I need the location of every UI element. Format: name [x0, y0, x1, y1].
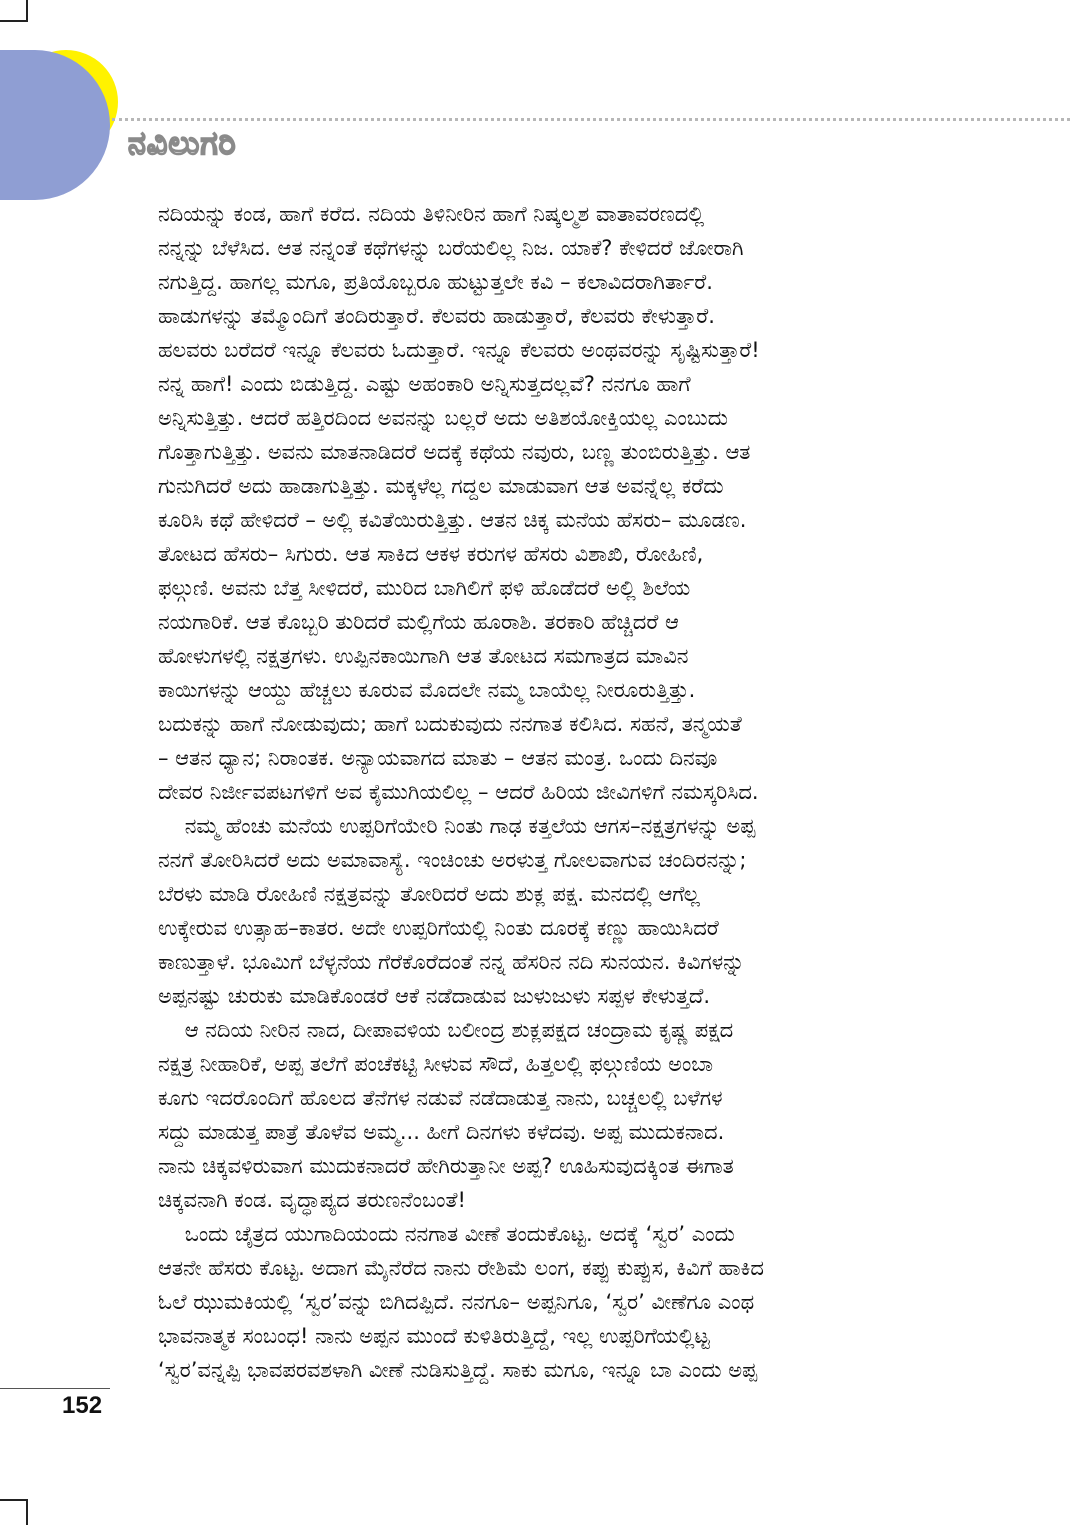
body-line: ನನ್ನನ್ನು ಬೆಳೆಸಿದ. ಆತ ನನ್ನಂತೆ ಕಥೆಗಳನ್ನು ಬರೆಯಲಿಲ್ಲ ನಿಜ. ಯಾಕೆ? ಕೇಳಿದರೆ ಜೋರಾಗಿ: [158, 236, 744, 260]
body-line: ಬೆರಳು ಮಾಡಿ ರೋಹಿಣಿ ನಕ್ಷತ್ರವನ್ನು ತೋರಿದರೆ ಅದು ಶುಕ್ಲ ಪಕ್ಷ. ಮನದಲ್ಲಿ ಆಗೆಲ್ಲ: [158, 882, 700, 906]
body-line: ಕಾಯಿಗಳನ್ನು ಆಯ್ದು ಹೆಚ್ಚಲು ಕೂರುವ ಮೊದಲೇ ನಮ್ಮ ಬಾಯೆಲ್ಲ ನೀರೂರುತ್ತಿತ್ತು.: [158, 678, 696, 702]
body-line: ತೋಟದ ಹೆಸರು– ಸಿಗುರು. ಆತ ಸಾಕಿದ ಆಕಳ ಕರುಗಳ ಹೆಸರು ವಿಶಾಖಿ, ರೋಹಿಣಿ,: [158, 542, 704, 566]
body-line: ಓಲೆ ಝುಮಕಿಯಲ್ಲಿ ‘ಸ್ವರ’ವನ್ನು ಬಿಗಿದಪ್ಪಿದೆ. ನನಗೂ– ಅಪ್ಪನಿಗೂ, ‘ಸ್ವರ’ ವೀಣೆಗೂ ಎಂಥ: [158, 1290, 755, 1314]
body-line: ನದಿಯನ್ನು ಕಂಡ, ಹಾಗೆ ಕರೆದ. ನದಿಯ ತಿಳಿನೀರಿನ ಹಾಗೆ ನಿಷ್ಕಲ್ಮಶ ವಾತಾವರಣದಲ್ಲಿ: [158, 202, 705, 226]
body-line: ಬದುಕನ್ನು ಹಾಗೆ ನೋಡುವುದು; ಹಾಗೆ ಬದುಕುವುದು ನನಗಾತ ಕಲಿಸಿದ. ಸಹನೆ, ತನ್ಮಯತೆ: [158, 712, 742, 736]
footer-rule: [0, 1388, 110, 1389]
body-line: ಭಾವನಾತ್ಮಕ ಸಂಬಂಧ! ನಾನು ಅಪ್ಪನ ಮುಂದೆ ಕುಳಿತಿರುತ್ತಿದ್ದೆ, ಇಲ್ಲ ಉಪ್ಪರಿಗೆಯಲ್ಲಿಟ್ಟ: [158, 1324, 710, 1348]
body-line: ಒಂದು ಚೈತ್ರದ ಯುಗಾದಿಯಂದು ನನಗಾತ ವೀಣೆ ತಂದುಕೊಟ್ಟ. ಅದಕ್ಕೆ ‘ಸ್ವರ’ ಎಂದು: [158, 1222, 735, 1246]
body-line: ಹಲವರು ಬರೆದರೆ ಇನ್ನೂ ಕೆಲವರು ಓದುತ್ತಾರೆ. ಇನ್ನೂ ಕೆಲವರು ಅಂಥವರನ್ನು ಸೃಷ್ಟಿಸುತ್ತಾರೆ!: [158, 338, 760, 362]
body-line: ನಯಗಾರಿಕೆ. ಆತ ಕೊಬ್ಬರಿ ತುರಿದರೆ ಮಲ್ಲಿಗೆಯ ಹೂರಾಶಿ. ತರಕಾರಿ ಹೆಚ್ಚಿದರೆ ಆ: [158, 610, 679, 634]
body-line: ನಕ್ಷತ್ರ ನೀಹಾರಿಕೆ, ಅಪ್ಪ ತಲೆಗೆ ಪಂಚೆಕಟ್ಟಿ ಸೀಳುವ ಸೌದೆ, ಹಿತ್ತಲಲ್ಲಿ ಫಲ್ಗುಣಿಯ ಅಂಬಾ: [158, 1052, 714, 1076]
body-line: ನನಗೆ ತೋರಿಸಿದರೆ ಅದು ಅಮಾವಾಸ್ಯೆ. ಇಂಚಿಂಚು ಅರಳುತ್ತ ಗೋಲವಾಗುವ ಚಂದಿರನನ್ನು;: [158, 848, 747, 872]
body-line: ಕೂರಿಸಿ ಕಥೆ ಹೇಳಿದರೆ – ಅಲ್ಲಿ ಕವಿತೆಯಿರುತ್ತಿತ್ತು. ಆತನ ಚಿಕ್ಕ ಮನೆಯ ಹೆಸರು– ಮೂಡಣ.: [158, 508, 747, 532]
crop-mark-top-left: [26, 0, 28, 20]
body-line: ಆತನೇ ಹೆಸರು ಕೊಟ್ಟ. ಅದಾಗ ಮೈನೆರೆದ ನಾನು ರೇಶಿಮೆ ಲಂಗ, ಕಪ್ಪು ಕುಪ್ಪುಸ, ಕಿವಿಗೆ ಹಾಕಿದ: [158, 1256, 764, 1280]
body-line: – ಆತನ ಧ್ಯಾನ; ನಿರಾಂತಕ. ಅನ್ಯಾಯವಾಗದ ಮಾತು – ಆತನ ಮಂತ್ರ. ಒಂದು ದಿನವೂ: [158, 746, 718, 770]
body-line: ಹೋಳುಗಳಲ್ಲಿ ನಕ್ಷತ್ರಗಳು. ಉಪ್ಪಿನಕಾಯಿಗಾಗಿ ಆತ ತೋಟದ ಸಮಗಾತ್ರದ ಮಾವಿನ: [158, 644, 689, 668]
body-line: ಸದ್ದು ಮಾಡುತ್ತ ಪಾತ್ರೆ ತೊಳೆವ ಅಮ್ಮ... ಹೀಗೆ ದಿನಗಳು ಕಳೆದವು. ಅಪ್ಪ ಮುದುಕನಾದ.: [158, 1120, 725, 1144]
body-line: ನನ್ನ ಹಾಗೆ! ಎಂದು ಬಿಡುತ್ತಿದ್ದ. ಎಷ್ಟು ಅಹಂಕಾರಿ ಅನ್ನಿಸುತ್ತದಲ್ಲವೆ? ನನಗೂ ಹಾಗೆ: [158, 372, 691, 396]
crop-mark-bottom-left: [26, 1500, 28, 1525]
crop-mark-top-left-h: [0, 20, 28, 22]
crop-mark-bottom-left-h: [0, 1499, 28, 1501]
body-line: ದೇವರ ನಿರ್ಜೀವಪಟಗಳಿಗೆ ಅವ ಕೈಮುಗಿಯಲಿಲ್ಲ – ಆದರೆ ಹಿರಿಯ ಜೀವಿಗಳಿಗೆ ನಮಸ್ಕರಿಸಿದ.: [158, 780, 759, 804]
body-line: ಫಲ್ಗುಣಿ. ಅವನು ಬೆತ್ತ ಸೀಳಿದರೆ, ಮುರಿದ ಬಾಗಿಲಿಗೆ ಫಳಿ ಹೊಡೆದರೆ ಅಲ್ಲಿ ಶಿಲೆಯ: [158, 576, 691, 600]
header-dotted-rule: [112, 118, 1070, 121]
body-line: ಚಿಕ್ಕವನಾಗಿ ಕಂಡ. ವೃದ್ಧಾಪ್ಯದ ತರುಣನೆಂಬಂತೆ!: [158, 1188, 466, 1212]
body-line: ಆ ನದಿಯ ನೀರಿನ ನಾದ, ದೀಪಾವಳಿಯ ಬಲೀಂದ್ರ ಶುಕ್ಲಪಕ್ಷದ ಚಂದ್ರಾಮ ಕೃಷ್ಣ ಪಕ್ಷದ: [158, 1018, 734, 1042]
body-line: ಕಾಣುತ್ತಾಳೆ. ಭೂಮಿಗೆ ಬೆಳ್ಳನೆಯ ಗೆರೆಕೊರೆದಂತೆ ನನ್ನ ಹೆಸರಿನ ನದಿ ಸುನಯನ. ಕಿವಿಗಳನ್ನು: [158, 950, 745, 974]
body-line: ‘ಸ್ವರ’ವನ್ನಪ್ಪಿ ಭಾವಪರವಶಳಾಗಿ ವೀಣೆ ನುಡಿಸುತ್ತಿದ್ದೆ. ಸಾಕು ಮಗೂ, ಇನ್ನೂ ಬಾ ಎಂದು ಅಪ್ಪ: [158, 1358, 758, 1382]
body-line: ನಾನು ಚಿಕ್ಕವಳಿರುವಾಗ ಮುದುಕನಾದರೆ ಹೇಗಿರುತ್ತಾನೀ ಅಪ್ಪ? ಊಹಿಸುವುದಕ್ಕಿಂತ ಈಗಾತ: [158, 1154, 734, 1178]
body-line: ಉಕ್ಕೇರುವ ಉತ್ಸಾಹ–ಕಾತರ. ಅದೇ ಉಪ್ಪರಿಗೆಯಲ್ಲಿ ನಿಂತು ದೂರಕ್ಕೆ ಕಣ್ಣು ಹಾಯಿಸಿದರೆ: [158, 916, 719, 940]
body-line: ಅಪ್ಪನಷ್ಟು ಚುರುಕು ಮಾಡಿಕೊಂಡರೆ ಆಕೆ ನಡೆದಾಡುವ ಜುಳುಜುಳು ಸಪ್ಪಳ ಕೇಳುತ್ತದೆ.: [158, 984, 711, 1008]
body-line: ನಗುತ್ತಿದ್ದ. ಹಾಗಲ್ಲ ಮಗೂ, ಪ್ರತಿಯೊಬ್ಬರೂ ಹುಟ್ಟುತ್ತಲೇ ಕವಿ – ಕಲಾವಿದರಾಗಿರ್ತಾರೆ.: [158, 270, 713, 294]
body-line: ಕೂಗು ಇದರೊಂದಿಗೆ ಹೊಲದ ತೆನೆಗಳ ನಡುವೆ ನಡೆದಾಡುತ್ತ ನಾನು, ಬಚ್ಚಲಲ್ಲಿ ಬಳೆಗಳ: [158, 1086, 723, 1110]
body-text: [158, 197, 918, 1387]
body-line: ಗುನುಗಿದರೆ ಅದು ಹಾಡಾಗುತ್ತಿತ್ತು. ಮಕ್ಕಳೆಲ್ಲ ಗದ್ದಲ ಮಾಡುವಾಗ ಆತ ಅವನ್ನೆಲ್ಲ ಕರೆದು: [158, 474, 724, 498]
body-line: ಹಾಡುಗಳನ್ನು ತಮ್ಮೊಂದಿಗೆ ತಂದಿರುತ್ತಾರೆ. ಕೆಲವರು ಹಾಡುತ್ತಾರೆ, ಕೆಲವರು ಕೇಳುತ್ತಾರೆ.: [158, 304, 715, 328]
body-line: ನಮ್ಮ ಹೆಂಚು ಮನೆಯ ಉಪ್ಪರಿಗೆಯೇರಿ ನಿಂತು ಗಾಢ ಕತ್ತಲೆಯ ಆಗಸ–ನಕ್ಷತ್ರಗಳನ್ನು ಅಪ್ಪ: [158, 814, 756, 838]
body-line: ಗೊತ್ತಾಗುತ್ತಿತ್ತು. ಅವನು ಮಾತನಾಡಿದರೆ ಅದಕ್ಕೆ ಕಥೆಯ ನವುರು, ಬಣ್ಣ ತುಂಬಿರುತ್ತಿತ್ತು. ಆತ: [158, 440, 751, 464]
body-line: ಅನ್ನಿಸುತ್ತಿತ್ತು. ಆದರೆ ಹತ್ತಿರದಿಂದ ಅವನನ್ನು ಬಲ್ಲರೆ ಅದು ಅತಿಶಯೋಕ್ತಿಯಲ್ಲ ಎಂಬುದು: [158, 406, 728, 430]
running-header-title: ನವಿಲುಗರಿ: [128, 124, 237, 162]
page-number: 152: [62, 1392, 103, 1419]
